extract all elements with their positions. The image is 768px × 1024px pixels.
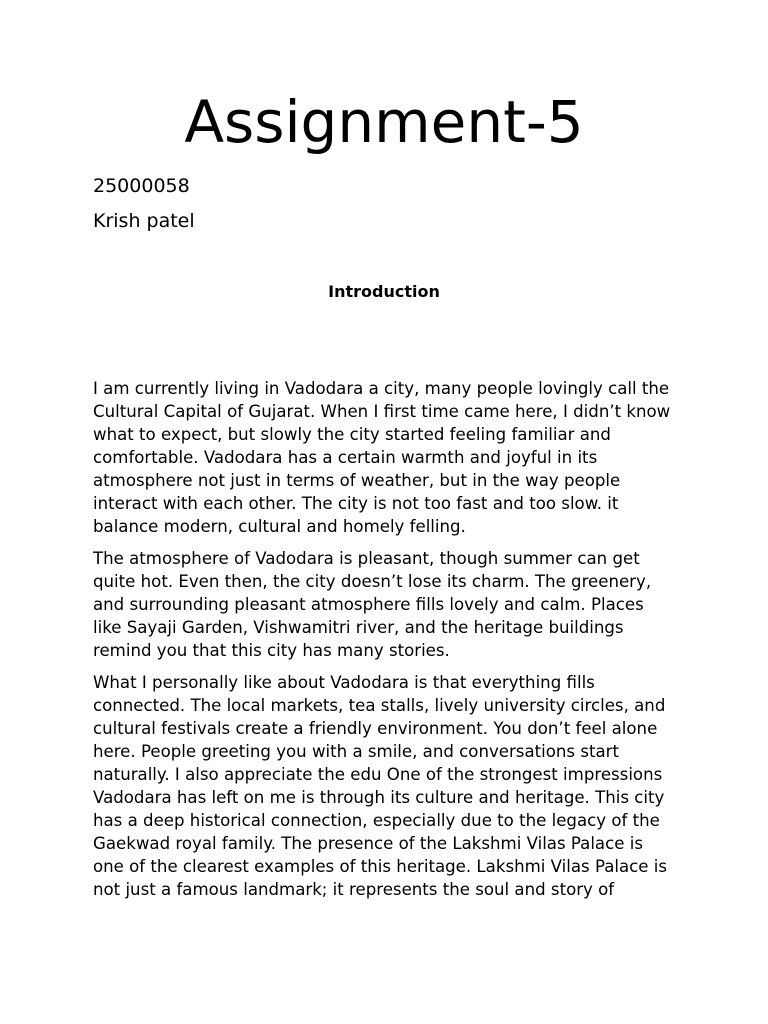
paragraph: The atmosphere of Vadodara is pleasant, though summer can get quite hot. Even then, the city doesn’t lose its charm. The greenery, and surrounding pleasant atmosphere fills lovely and calm. Places like Sayaji Garden, Vishwamitri river, and the heritage buildings remind you that this city has many stories. bbox=[93, 549, 652, 660]
section-heading: Introduction bbox=[328, 282, 440, 301]
paragraph: What I personally like about Vadodara is that everything fills connected. The local markets, tea stalls, lively university circles, and cultural festivals create a friendly environment. You don’t feel alone here. People greeting you with a smile, and conversations start naturally. I also appreciate the edu One of the strongest impressions Vadodara has left on me is through its culture and heritage. This city has a deep historical connection, especially due to the legacy of the Gaekwad royal family. The presence of the Lakshmi Vilas Palace is one of the clearest examples of this heritage. Lakshmi Vilas Palace is not just a famous landmark; it represents the soul and story of bbox=[93, 673, 668, 899]
paragraph: I am currently living in Vadodara a city, many people lovingly call the Cultural Capital of Gujarat. When I first time came here, I didn’t know what to expect, but slowly the city started feeling familiar and comfortable. Vadodara has a certain warmth and joyful in its atmosphere not just in terms of weather, but in the way people interact with each other. The city is not too fast and too slow. it balance modern, cultural and homely felling. bbox=[93, 379, 671, 536]
student-name: Krish patel bbox=[93, 210, 195, 232]
document-title: Assignment-5 bbox=[184, 88, 584, 156]
body-text bbox=[93, 377, 677, 910]
student-id: 25000058 bbox=[93, 175, 190, 197]
